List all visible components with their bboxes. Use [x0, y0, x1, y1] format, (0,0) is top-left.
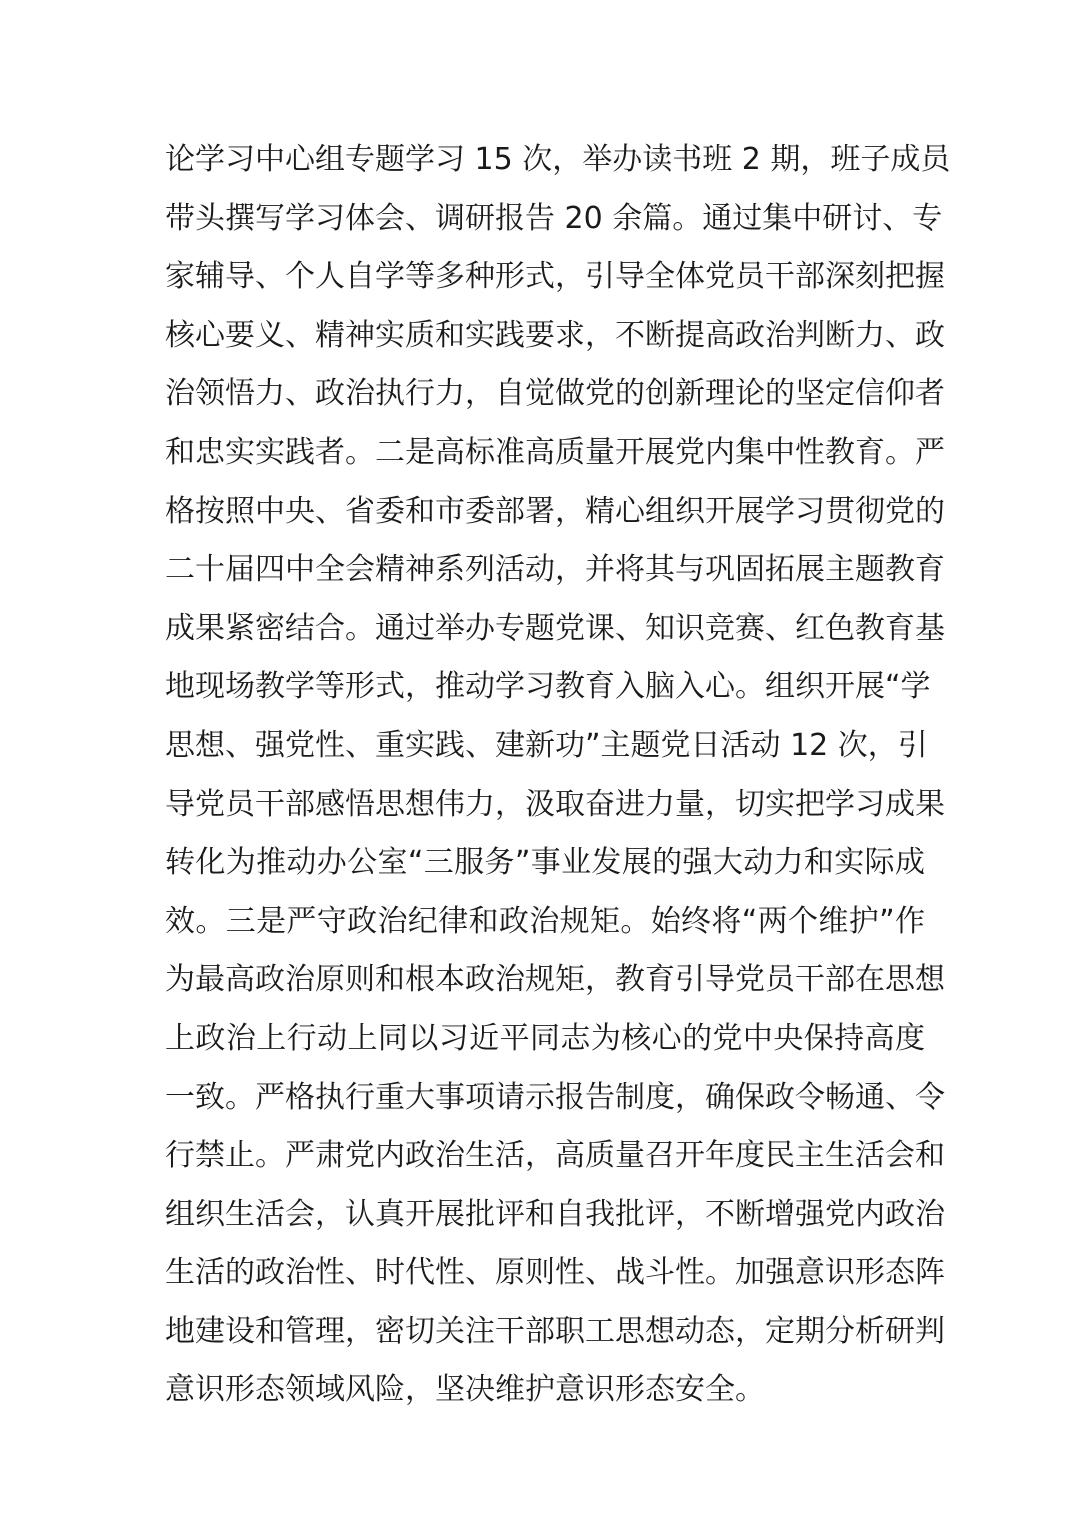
text-line-1: 论学习中心组专题学习 15 次，举办读书班 2 期，班子成员 — [165, 142, 951, 177]
text-line-8: 二十届四中全会精神系列活动，并将其与巩固拓展主题教育 — [165, 552, 945, 588]
body-paragraph — [165, 131, 951, 1420]
text-line-4: 核心要义、精神实质和实践要求，不断提高政治判断力、政 — [165, 317, 945, 353]
text-line-15: 为最高政治原则和根本政治规矩，教育引导党员干部在思想 — [165, 962, 945, 998]
text-line-13: 转化为推动办公室“三服务”事业发展的强大动力和实际成 — [165, 845, 925, 881]
text-line-3: 家辅导、个人自学等多种形式，引导全体党员干部深刻把握 — [165, 259, 945, 295]
text-line-20: 生活的政治性、时代性、原则性、战斗性。加强意识形态阵 — [165, 1255, 945, 1291]
text-line-12: 导党员干部感悟思想伟力，汲取奋进力量，切实把学习成果 — [165, 786, 945, 822]
text-line-22: 意识形态领域风险，坚决维护意识形态安全。 — [165, 1372, 765, 1408]
text-line-21: 地建设和管理，密切关注干部职工思想动态，定期分析研判 — [165, 1313, 945, 1349]
text-line-2: 带头撰写学习体会、调研报告 20 余篇。通过集中研讨、专 — [165, 200, 943, 236]
text-line-14: 效。三是严守政治纪律和政治规矩。始终将“两个维护”作 — [165, 903, 925, 939]
text-line-19: 组织生活会，认真开展批评和自我批评，不断增强党内政治 — [165, 1196, 945, 1232]
text-line-16: 上政治上行动上同以习近平同志为核心的党中央保持高度 — [165, 1020, 925, 1056]
text-line-5: 治领悟力、政治执行力，自觉做党的创新理论的坚定信仰者 — [165, 376, 945, 412]
text-line-11: 思想、强党性、重实践、建新功”主题党日活动 12 次，引 — [165, 727, 928, 763]
text-line-18: 行禁止。严肃党内政治生活，高质量召开年度民主生活会和 — [165, 1138, 945, 1174]
text-line-17: 一致。严格执行重大事项请示报告制度，确保政令畅通、令 — [165, 1079, 945, 1115]
text-line-7: 格按照中央、省委和市委部署，精心组织开展学习贯彻党的 — [165, 493, 945, 529]
text-line-6: 和忠实实践者。二是高标准高质量开展党内集中性教育。严 — [165, 434, 945, 470]
text-line-10: 地现场教学等形式，推动学习教育入脑入心。组织开展“学 — [165, 669, 931, 705]
text-line-9: 成果紧密结合。通过举办专题党课、知识竞赛、红色教育基 — [165, 610, 945, 646]
